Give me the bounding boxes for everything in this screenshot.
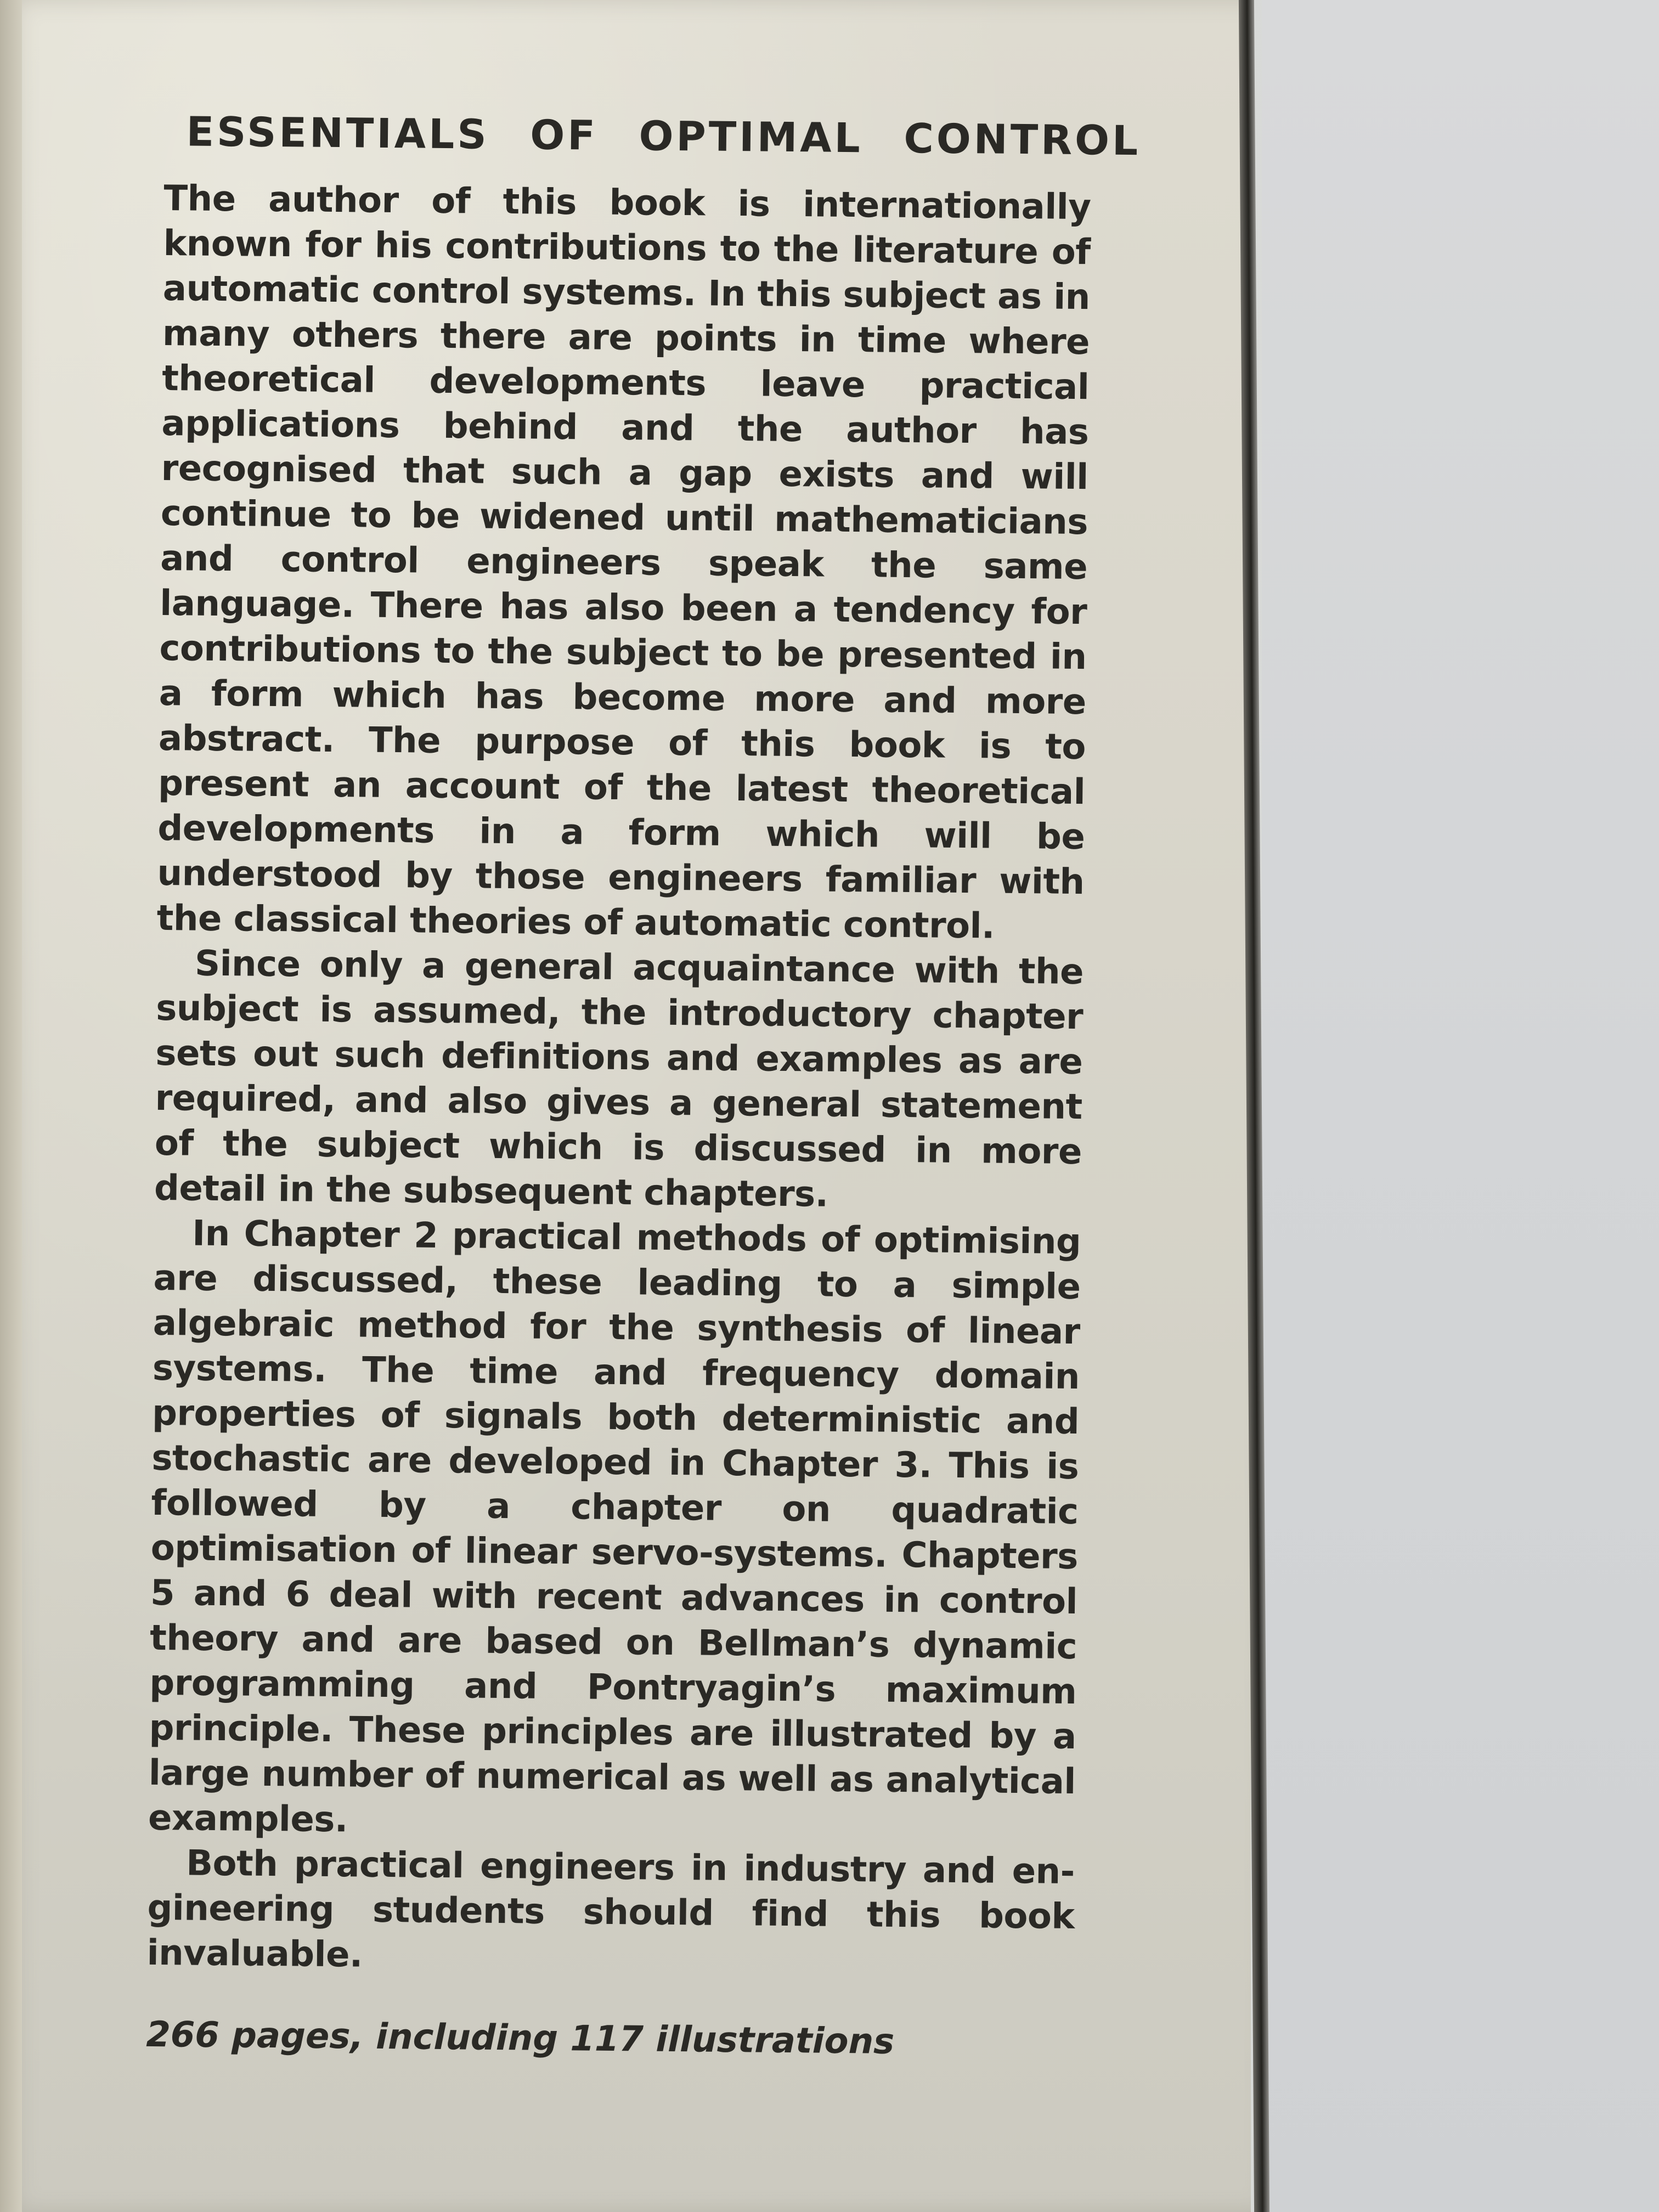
blurb-paragraph-3: In Chapter 2 practical methods of optimising are discussed, these leading to a simple algebraic method for the synthesis of linear systems. The time and frequency domain properties of signals both deterministic and stochastic are developed in Chapter 3. This is followed by a chapter on quadratic optimisation of linear servo-systems. Chapters 5 and 6 deal with recent advances in control theory and are based on Bellman’s dynamic programming and Pontryagin’s maximum principle. These principles are illustrated by a large number of numerical as well as analytical examples. bbox=[148, 1213, 1081, 1841]
blurb-paragraph-2: Since only a general acquaintance with the subject is assumed, the introductory chapter sets out such definitions and examples as are required, and also gives a general statement of the subject which is discussed in more detail in the subsequent chapters. bbox=[154, 943, 1084, 1216]
adjacent-book-page bbox=[1262, 0, 1659, 2212]
page-count-note: 266 pages, including 117 illustrations bbox=[145, 2015, 895, 2063]
blurb-paragraph-1: The author of this book is internationally known for his contributions to the literature of automatic control systems. In this subject as in many others there are points in time where theoretical developments leave practical applications behind and the author has recognised that such a gap exists and will continue to be widened until mathematicians and control engineers speak the same language. There has also been a tendency for contributions to the subject to be presented in a form which has become more and more abstract. The purpose of this book is to present an account of the latest theoretical developments in a form which will be understood by those engineers familiar with the classical theories of automatic control. bbox=[156, 178, 1091, 947]
book-title: ESSENTIALS OF OPTIMAL CONTROL bbox=[186, 108, 1141, 165]
blurb-text-block bbox=[145, 108, 1141, 2065]
flap-fold-edge bbox=[0, 0, 22, 2212]
blurb-paragraph-4: Both practical engineers in industry and engineering students should find this book invaluable. bbox=[146, 1843, 1075, 1976]
